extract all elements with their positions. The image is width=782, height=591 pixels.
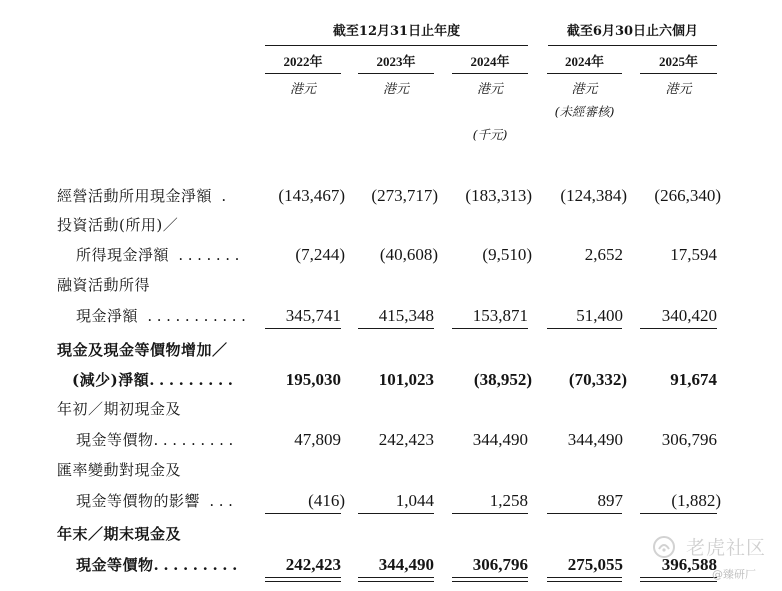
value-cell: 195,030: [285, 370, 341, 389]
year-header-2024-annual: 2024年: [470, 54, 510, 69]
total-double-rule: [358, 577, 434, 578]
leader-dots: .........: [149, 371, 238, 389]
total-double-rule: [265, 577, 341, 578]
year-header-2025-interim: 2025年: [658, 54, 698, 69]
row-label-opening-cash-cont: [76, 430, 238, 450]
unaudited-note: (未經審核): [554, 104, 615, 119]
row-label-operating: [57, 186, 231, 206]
value-cell: 396,588: [661, 555, 717, 574]
row-label-investing-cont: [76, 245, 244, 265]
year-rule: [547, 73, 622, 74]
year-rule: [452, 73, 528, 74]
row-label-text: 現金等價物: [76, 431, 154, 449]
subtotal-rule: [265, 328, 341, 329]
value-cell: (124,384): [560, 186, 627, 205]
value-cell: 47,809: [294, 430, 341, 449]
row-label-opening-cash: 年初／期初現金及: [57, 400, 182, 418]
row-label-text: (減少)淨額: [72, 371, 150, 389]
subtotal-rule: [640, 328, 717, 329]
watermark-handle: @臻研厂: [712, 568, 756, 581]
value-cell: 153,871: [472, 306, 528, 325]
leader-dots: .: [212, 187, 231, 205]
header-group-interim-rule: [548, 45, 717, 46]
unit-label: 港元: [289, 82, 316, 97]
unit-label: 港元: [665, 82, 692, 97]
subtotal-rule: [640, 513, 717, 514]
value-cell: 1,258: [489, 491, 528, 510]
value-cell: 51,400: [576, 306, 623, 325]
row-label-text: 經營活動所用現金淨額: [57, 187, 213, 205]
year-rule: [358, 73, 434, 74]
total-double-rule: [452, 581, 528, 582]
row-label-fx-effect-cont: [76, 491, 238, 511]
thousands-note: (千元): [472, 127, 508, 142]
row-label-financing: 融資活動所得: [57, 276, 151, 294]
subtotal-rule: [358, 328, 434, 329]
value-cell: 340,420: [661, 306, 717, 325]
value-cell: 344,490: [378, 555, 434, 574]
value-cell: 91,674: [670, 370, 717, 389]
total-double-rule: [640, 577, 717, 578]
year-header-2023: 2023年: [376, 54, 416, 69]
leader-dots: .........: [153, 556, 242, 574]
row-label-text: 所得現金淨額: [76, 246, 170, 264]
value-cell: (7,244): [295, 245, 345, 264]
value-cell: 1,044: [395, 491, 434, 510]
unit-label: 港元: [476, 82, 503, 97]
value-cell: (143,467): [278, 186, 345, 205]
row-label-text: 現金等價物: [76, 556, 154, 574]
value-cell: 345,741: [285, 306, 341, 325]
header-group-annual-rule: [265, 45, 528, 46]
value-cell: (266,340): [654, 186, 721, 205]
row-label-text: 現金等價物的影響: [76, 492, 201, 510]
subtotal-rule: [265, 513, 341, 514]
value-cell: (183,313): [465, 186, 532, 205]
subtotal-rule: [547, 513, 622, 514]
year-header-2022: 2022年: [283, 54, 323, 69]
value-cell: (40,608): [379, 245, 438, 264]
value-cell: 101,023: [378, 370, 434, 389]
value-cell: 344,490: [567, 430, 623, 449]
value-cell: 17,594: [670, 245, 717, 264]
value-cell: 897: [597, 491, 623, 510]
value-cell: (9,510): [482, 245, 532, 264]
row-label-net-change-cont: [72, 370, 238, 390]
unit-label: 港元: [571, 82, 598, 97]
row-label-closing-cash-cont: [76, 555, 242, 575]
tiger-logo-icon: [652, 535, 676, 559]
subtotal-rule: [452, 328, 528, 329]
year-header-2024-interim: 2024年: [564, 54, 604, 69]
value-cell: 2,652: [584, 245, 623, 264]
subtotal-rule: [358, 513, 434, 514]
value-cell: 275,055: [567, 555, 623, 574]
value-cell: 306,796: [472, 555, 528, 574]
value-cell: 242,423: [285, 555, 341, 574]
total-double-rule: [452, 577, 528, 578]
watermark-brand: 老虎社区: [686, 537, 767, 559]
value-cell: (1,882): [671, 491, 721, 510]
row-label-closing-cash: 年末／期末現金及: [57, 525, 182, 543]
year-rule: [640, 73, 717, 74]
value-cell: 242,423: [378, 430, 434, 449]
value-cell: 344,490: [472, 430, 528, 449]
total-double-rule: [358, 581, 434, 582]
row-label-financing-cont: [76, 306, 250, 326]
leader-dots: .......: [169, 246, 244, 264]
row-label-fx-effect: 匯率變動對現金及: [57, 461, 182, 479]
value-cell: (38,952): [473, 370, 532, 389]
value-cell: 415,348: [378, 306, 434, 325]
subtotal-rule: [452, 513, 528, 514]
unit-label: 港元: [382, 82, 409, 97]
row-label-investing: 投資活動(所用)／: [57, 216, 179, 234]
leader-dots: .........: [153, 431, 238, 449]
value-cell: (416): [308, 491, 345, 510]
row-label-net-change: 現金及現金等價物增加／: [57, 341, 228, 359]
leader-dots: ...: [200, 492, 238, 510]
leader-dots: ...........: [138, 307, 251, 325]
value-cell: 306,796: [661, 430, 717, 449]
value-cell: (273,717): [371, 186, 438, 205]
header-group-interim: 截至6月30日止六個月: [566, 24, 699, 39]
header-group-annual: 截至12月31日止年度: [332, 24, 461, 39]
total-double-rule: [265, 581, 341, 582]
subtotal-rule: [547, 328, 622, 329]
total-double-rule: [547, 577, 622, 578]
total-double-rule: [547, 581, 622, 582]
value-cell: (70,332): [568, 370, 627, 389]
year-rule: [265, 73, 341, 74]
total-double-rule: [640, 581, 717, 582]
row-label-text: 現金淨額: [76, 307, 139, 325]
